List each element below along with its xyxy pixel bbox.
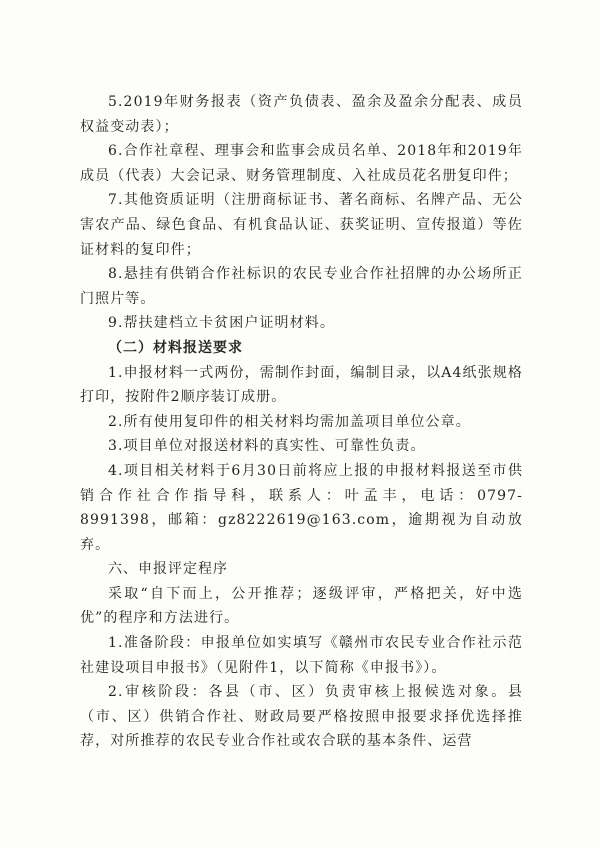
- paragraph-item-6: 6.合作社章程、理事会和监事会成员名单、2018年和2019年成员（代表）大会记录、财务管理制度、入社成员花名册复印件；: [80, 143, 523, 184]
- paragraph-requirement-3: 3.项目单位对报送材料的真实性、可靠性负责。: [108, 438, 426, 455]
- paragraph-item-7: 7.其他资质证明（注册商标证书、著名商标、名牌产品、无公害农产品、绿色食品、有机食品认证、获奖证明、宣传报道）等佐证材料的复印件；: [80, 192, 523, 258]
- paragraph-requirement-4: 4.项目相关材料于6月30日前将应上报的申报材料报送至市供销合作社合作指导科，联系人：叶孟丰，电话：0797-8991398，邮箱：gz8222619@163.com，逾期视为自动放弃。: [80, 462, 523, 553]
- paragraph-procedure-2: 2.审核阶段：各县（市、区）负责审核上报候选对象。县（市、区）供销合作社、财政局要严格按照申报要求择优选择推荐，对所推荐的农民专业合作社或农合联的基本条件、运营: [80, 684, 523, 750]
- section-heading: 六、申报评定程序: [108, 561, 228, 578]
- document-body: [80, 90, 523, 754]
- paragraph-requirement-2: 2.所有使用复印件的相关材料均需加盖项目单位公章。: [108, 413, 471, 430]
- subsection-heading: （二）材料报送要求: [108, 339, 243, 356]
- paragraph-procedure-1: 1.准备阶段：申报单位如实填写《赣州市农民专业合作社示范社建设项目申报书》（见附件1，以下简称《申报书》）。: [80, 635, 523, 676]
- paragraph-requirement-1: 1.申报材料一式两份，需制作封面，编制目录，以A4纸张规格打印，按附件2顺序装订成册。: [80, 364, 523, 406]
- paragraph-item-5: 5.2019年财务报表（资产负债表、盈余及盈余分配表、成员权益变动表）；: [80, 94, 523, 135]
- paragraph-item-8: 8.悬挂有供销合作社标识的农民专业合作社招牌的办公场所正门照片等。: [80, 266, 523, 307]
- paragraph-item-9: 9.帮扶建档立卡贫困户证明材料。: [108, 315, 335, 332]
- paragraph-procedure-intro: 采取“自下而上，公开推荐；逐级评审，严格把关，好中选优”的程序和方法进行。: [80, 585, 523, 627]
